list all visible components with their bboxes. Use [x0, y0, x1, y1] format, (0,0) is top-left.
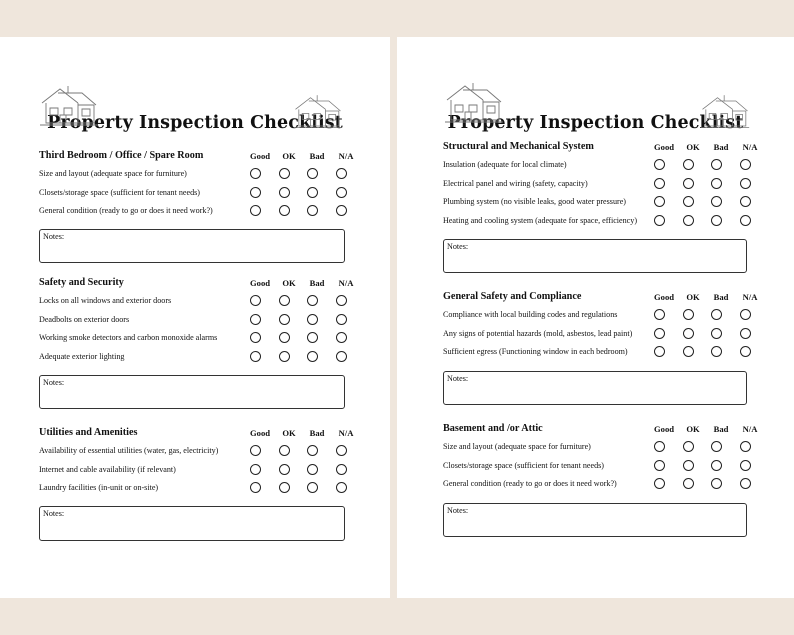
notes-box[interactable] [443, 371, 747, 405]
rating-radio-good[interactable] [654, 159, 665, 170]
checklist-row [39, 203, 345, 222]
rating-radio-ok[interactable] [683, 441, 694, 452]
rating-radio-bad[interactable] [711, 441, 722, 452]
rating-radio-na[interactable] [740, 478, 751, 489]
checklist-row [443, 476, 747, 495]
house-illustration [38, 81, 100, 134]
checklist-row [39, 443, 345, 462]
notes-box[interactable] [39, 229, 345, 263]
rating-column-header: N/A [742, 424, 758, 434]
checklist-item-label: Plumbing system (no visible leaks, good water pressure) [443, 197, 626, 206]
rating-radio-bad[interactable] [307, 464, 318, 475]
notes-label: Notes: [447, 373, 469, 383]
rating-radio-na[interactable] [740, 159, 751, 170]
notes-label: Notes: [447, 242, 469, 251]
section-header [443, 291, 758, 307]
checklist-row [39, 185, 345, 204]
checklist-row [443, 213, 747, 232]
rating-radio-good[interactable] [250, 168, 261, 179]
rating-radio-bad[interactable] [711, 178, 722, 189]
checklist-row [39, 462, 345, 481]
rating-column-header: OK [282, 278, 296, 288]
section-header [39, 427, 354, 443]
rating-radio-good[interactable] [654, 346, 665, 357]
section-title: General Safety and Compliance [443, 291, 582, 302]
page-title: Property Inspection Checklist [47, 113, 343, 133]
checklist-section [39, 150, 354, 263]
rating-radio-good[interactable] [250, 351, 261, 362]
checklist-item-label: Any signs of potential hazards (mold, asbestos, lead paint) [443, 328, 633, 338]
checklist-item-label: Electrical panel and wiring (safety, capacity) [443, 178, 588, 188]
checklist-row [39, 480, 345, 499]
rating-radio-na[interactable] [336, 482, 347, 493]
rating-radio-ok[interactable] [683, 196, 694, 207]
rating-radio-good[interactable] [250, 464, 261, 475]
checklist-row [443, 458, 747, 477]
rating-radio-bad[interactable] [307, 168, 318, 179]
rating-radio-ok[interactable] [279, 482, 290, 493]
checklist-row [443, 439, 747, 458]
section-header [443, 423, 758, 439]
rating-column-header: N/A [338, 278, 354, 288]
rating-radio-good[interactable] [654, 441, 665, 452]
rating-radio-good[interactable] [250, 482, 261, 493]
checklist-item-label: General condition (ready to go or does it need work?) [39, 206, 213, 215]
rating-radio-ok[interactable] [279, 332, 290, 343]
notes-box[interactable] [39, 375, 345, 409]
rating-radio-good[interactable] [250, 314, 261, 325]
section-header [39, 277, 354, 293]
rating-radio-bad[interactable] [711, 460, 722, 471]
section-title: Third Bedroom / Office / Spare Room [39, 150, 204, 161]
notes-label: Notes: [43, 378, 65, 387]
rating-radio-ok[interactable] [683, 159, 694, 170]
checklist-row [443, 194, 747, 213]
page-title: Property Inspection Checklist [447, 113, 744, 133]
rating-radio-ok[interactable] [279, 351, 290, 362]
notes-label: Notes: [43, 508, 65, 518]
checklist-row [443, 307, 747, 326]
section-header [39, 150, 354, 166]
rating-column-header: N/A [742, 292, 758, 302]
house-illustration [693, 91, 757, 136]
section-title: Structural and Mechanical System [443, 141, 594, 152]
checklist-item-label: Deadbolts on exterior doors [39, 314, 130, 324]
house-illustration [443, 77, 505, 132]
rating-radio-bad[interactable] [711, 346, 722, 357]
rating-radio-good[interactable] [250, 445, 261, 456]
rating-column-header: Good [653, 292, 675, 302]
rating-radio-ok[interactable] [683, 478, 694, 489]
house-sketch-icon [443, 77, 505, 127]
rating-radio-ok[interactable] [683, 178, 694, 189]
notes-label: Notes: [447, 505, 469, 515]
rating-radio-ok[interactable] [683, 215, 694, 226]
checklist-item-label: Availability of essential utilities (water, gas, electricity) [39, 446, 219, 455]
rating-radio-good[interactable] [250, 187, 261, 198]
checklist-item-label: Size and layout (adequate space for furniture) [39, 169, 187, 178]
rating-radio-na[interactable] [740, 328, 751, 339]
checklist-section [443, 141, 758, 273]
house-sketch-icon [286, 91, 350, 131]
checklist-item-label: Compliance with local building codes and regulations [443, 310, 618, 319]
rating-radio-na[interactable] [336, 205, 347, 216]
checklist-section [443, 423, 758, 537]
rating-radio-ok[interactable] [683, 328, 694, 339]
rating-radio-good[interactable] [250, 295, 261, 306]
house-sketch-icon [693, 91, 757, 131]
checklist-row [39, 330, 345, 349]
rating-radio-good[interactable] [654, 478, 665, 489]
checklist-section [39, 427, 354, 541]
rating-column-header: Bad [713, 424, 729, 434]
rating-radio-good[interactable] [250, 205, 261, 216]
rating-radio-ok[interactable] [279, 205, 290, 216]
rating-column-header: OK [282, 151, 296, 161]
rating-radio-na[interactable] [336, 445, 347, 456]
rating-radio-good[interactable] [654, 309, 665, 320]
checklist-row [39, 349, 345, 368]
rating-column-header: Good [249, 151, 271, 161]
checklist-row [39, 312, 345, 331]
rating-radio-na[interactable] [740, 215, 751, 226]
rating-radio-na[interactable] [740, 441, 751, 452]
rating-radio-na[interactable] [336, 168, 347, 179]
checklist-item-label: General condition (ready to go or does it need work?) [443, 479, 617, 488]
rating-column-header: Bad [309, 278, 325, 288]
rating-column-header: Good [249, 428, 271, 438]
checklist-item-label: Closets/storage space (sufficient for tenant needs) [39, 187, 200, 197]
rating-radio-ok[interactable] [279, 464, 290, 475]
rating-radio-bad[interactable] [307, 351, 318, 362]
rating-radio-bad[interactable] [711, 215, 722, 226]
rating-column-header: Bad [309, 428, 325, 438]
rating-radio-good[interactable] [250, 332, 261, 343]
checklist-row [39, 293, 345, 312]
rating-radio-ok[interactable] [683, 346, 694, 357]
rating-radio-good[interactable] [654, 215, 665, 226]
notes-box[interactable] [443, 239, 747, 273]
checklist-item-label: Heating and cooling system (adequate for space, efficiency) [443, 215, 638, 225]
rating-column-header: OK [686, 424, 700, 434]
rating-radio-na[interactable] [740, 309, 751, 320]
rating-column-header: N/A [338, 428, 354, 438]
rating-radio-na[interactable] [336, 295, 347, 306]
house-illustration [286, 91, 350, 136]
rating-radio-bad[interactable] [307, 295, 318, 306]
checklist-item-label: Sufficient egress (Functioning window in each bedroom) [443, 347, 628, 356]
notes-label: Notes: [43, 231, 65, 241]
rating-radio-ok[interactable] [279, 168, 290, 179]
checklist-item-label: Insulation (adequate for local climate) [443, 160, 567, 169]
rating-radio-ok[interactable] [683, 460, 694, 471]
rating-radio-ok[interactable] [279, 445, 290, 456]
rating-radio-na[interactable] [336, 351, 347, 362]
rating-radio-na[interactable] [336, 187, 347, 198]
checklist-item-label: Laundry facilities (in-unit or on-site) [39, 483, 159, 492]
rating-radio-bad[interactable] [307, 482, 318, 493]
rating-column-header: N/A [742, 142, 758, 152]
checklist-row [443, 326, 747, 345]
checklist-section [443, 291, 758, 405]
rating-column-header: OK [686, 292, 700, 302]
rating-radio-bad[interactable] [307, 314, 318, 325]
notes-box[interactable] [39, 506, 345, 541]
checklist-item-label: Size and layout (adequate space for furniture) [443, 442, 591, 451]
checklist-page-right [397, 37, 794, 598]
checklist-row [443, 176, 747, 195]
rating-radio-ok[interactable] [279, 187, 290, 198]
rating-radio-na[interactable] [740, 196, 751, 207]
rating-radio-bad[interactable] [307, 332, 318, 343]
rating-radio-na[interactable] [740, 460, 751, 471]
rating-column-header: Good [249, 278, 271, 288]
rating-radio-bad[interactable] [711, 328, 722, 339]
rating-radio-bad[interactable] [711, 196, 722, 207]
checklist-row [443, 157, 747, 176]
rating-radio-bad[interactable] [711, 159, 722, 170]
rating-column-header: N/A [338, 151, 354, 161]
checklist-item-label: Working smoke detectors and carbon monoxide alarms [39, 333, 218, 342]
rating-radio-bad[interactable] [711, 309, 722, 320]
checklist-item-label: Adequate exterior lighting [39, 351, 125, 361]
rating-radio-na[interactable] [336, 314, 347, 325]
rating-radio-good[interactable] [654, 196, 665, 207]
rating-radio-bad[interactable] [307, 205, 318, 216]
checklist-item-label: Internet and cable availability (if relevant) [39, 464, 176, 474]
rating-radio-ok[interactable] [279, 314, 290, 325]
rating-column-header: Good [653, 142, 675, 152]
rating-column-header: OK [282, 428, 296, 438]
checklist-row [443, 344, 747, 363]
notes-box[interactable] [443, 503, 747, 537]
checklist-item-label: Locks on all windows and exterior doors [39, 296, 172, 305]
rating-radio-ok[interactable] [683, 309, 694, 320]
rating-column-header: Bad [713, 292, 729, 302]
rating-radio-na[interactable] [740, 346, 751, 357]
checklist-item-label: Closets/storage space (sufficient for tenant needs) [443, 460, 604, 470]
rating-radio-na[interactable] [336, 332, 347, 343]
rating-radio-good[interactable] [654, 178, 665, 189]
rating-radio-good[interactable] [654, 328, 665, 339]
section-title: Safety and Security [39, 277, 124, 288]
rating-radio-bad[interactable] [307, 187, 318, 198]
rating-radio-na[interactable] [336, 464, 347, 475]
rating-radio-bad[interactable] [711, 478, 722, 489]
rating-column-header: Good [653, 424, 675, 434]
rating-radio-good[interactable] [654, 460, 665, 471]
section-title: Basement and /or Attic [443, 423, 543, 434]
section-title: Utilities and Amenities [39, 427, 138, 438]
rating-radio-bad[interactable] [307, 445, 318, 456]
rating-column-header: Bad [309, 151, 325, 161]
rating-radio-ok[interactable] [279, 295, 290, 306]
rating-radio-na[interactable] [740, 178, 751, 189]
checklist-page-left [0, 37, 390, 598]
section-header [443, 141, 758, 157]
checklist-section [39, 277, 354, 409]
rating-column-header: OK [686, 142, 700, 152]
house-sketch-icon [38, 81, 100, 129]
checklist-row [39, 166, 345, 185]
rating-column-header: Bad [713, 142, 729, 152]
